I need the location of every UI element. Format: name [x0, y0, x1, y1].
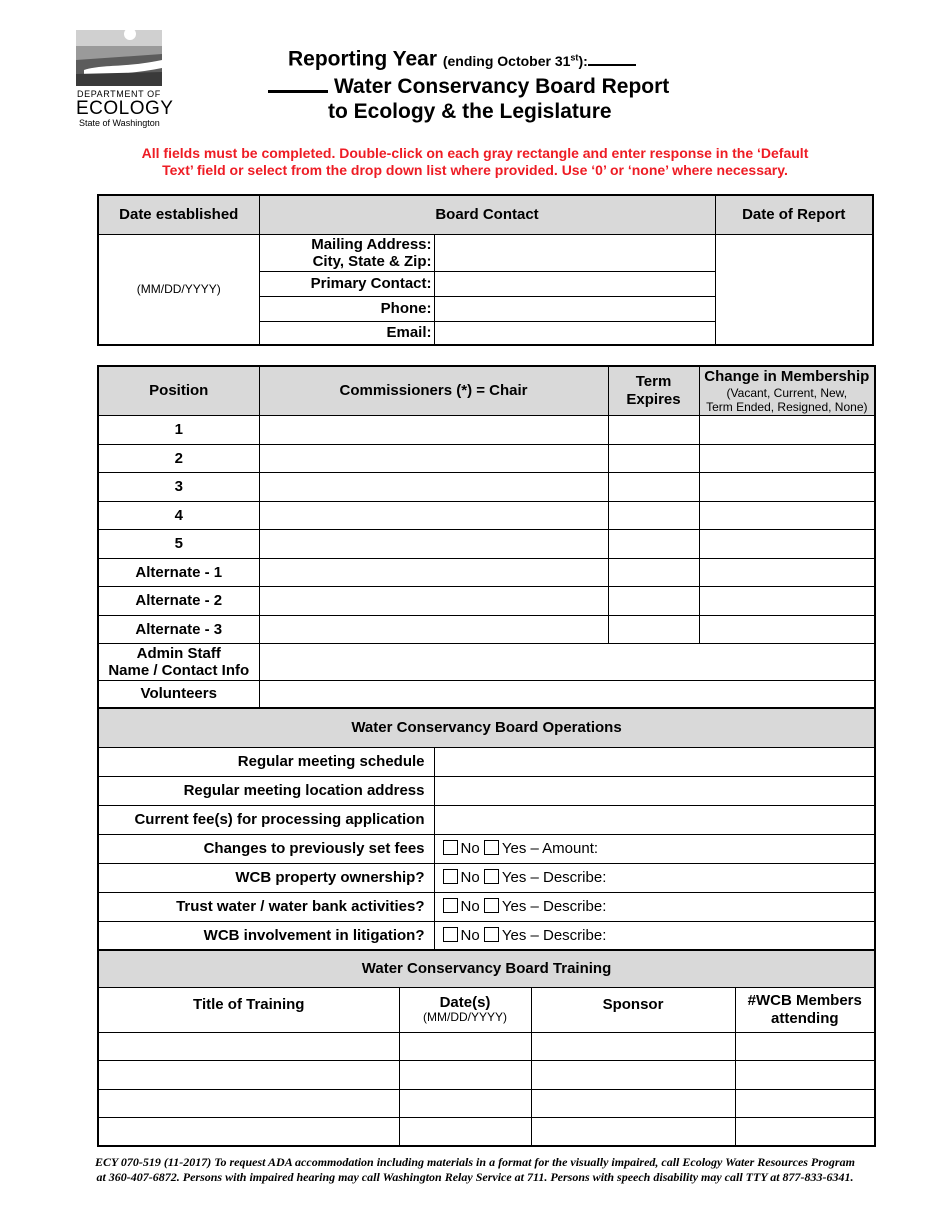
training-members-field[interactable] [735, 1032, 875, 1060]
title-line-3: to Ecology & the Legislature [328, 99, 612, 123]
commissioner-field[interactable] [259, 586, 608, 615]
term-expires-field[interactable] [608, 501, 699, 529]
commissioner-field[interactable] [259, 472, 608, 501]
meeting-location-label: Regular meeting location address [98, 776, 434, 805]
trust-water-label: Trust water / water bank activities? [98, 892, 434, 921]
header-date-established: Date established [98, 195, 259, 234]
volunteers-label: Volunteers [98, 680, 259, 708]
primary-contact-field[interactable] [434, 271, 715, 296]
no-checkbox[interactable] [443, 927, 458, 942]
yes-label: Yes – Describe: [501, 898, 607, 915]
admin-staff-field[interactable] [259, 643, 875, 680]
header-date-of-report: Date of Report [715, 195, 873, 234]
mailing-address-label: Mailing Address: City, State & Zip: [259, 234, 434, 271]
position-label: 2 [98, 444, 259, 472]
commissioner-field[interactable] [259, 529, 608, 558]
meeting-schedule-field[interactable] [434, 747, 875, 776]
commissioners-table [97, 365, 876, 1147]
training-members-field[interactable] [735, 1089, 875, 1117]
litigation-label: WCB involvement in litigation? [98, 921, 434, 950]
ecology-logo-icon [74, 24, 166, 88]
training-dates-header: Date(s) (MM/DD/YYYY) [399, 987, 531, 1032]
term-expires-field[interactable] [608, 529, 699, 558]
property-ownership-options [434, 863, 875, 892]
board-name-field[interactable] [268, 75, 328, 93]
title-line-2: Water Conservancy Board Report [334, 74, 670, 98]
position-label: 4 [98, 501, 259, 529]
training-date-field[interactable] [399, 1060, 531, 1089]
fee-changes-label: Changes to previously set fees [98, 834, 434, 863]
yes-checkbox[interactable] [484, 898, 499, 913]
training-date-field[interactable] [399, 1117, 531, 1146]
phone-label: Phone: [259, 296, 434, 321]
training-title-header: Title of Training [98, 987, 399, 1032]
membership-change-field[interactable] [699, 472, 875, 501]
commissioner-field[interactable] [259, 444, 608, 472]
no-checkbox[interactable] [443, 869, 458, 884]
training-title-field[interactable] [98, 1060, 399, 1089]
ending-label: (ending October 31 [442, 52, 571, 69]
date-established-field[interactable] [98, 234, 259, 345]
term-expires-field[interactable] [608, 586, 699, 615]
yes-label: Yes – Describe: [501, 926, 607, 944]
header-board-contact: Board Contact [259, 195, 715, 234]
yes-label: Yes – Describe: [501, 869, 607, 886]
notice-line-2: Text’ field or select from the drop down list where provided. Use ‘0’ or ‘none’ where necessary. [162, 162, 788, 178]
commissioner-field[interactable] [259, 415, 608, 444]
position-label: Alternate - 3 [98, 615, 259, 643]
no-label: No [460, 840, 480, 857]
training-date-field[interactable] [399, 1089, 531, 1117]
term-expires-field[interactable] [608, 444, 699, 472]
reporting-year-field[interactable] [588, 49, 636, 66]
position-label: Alternate - 2 [98, 586, 259, 615]
ending-suffix: ): [578, 52, 588, 69]
term-expires-field[interactable] [608, 615, 699, 643]
ecology-logo [70, 24, 172, 130]
ending-sup: st [570, 52, 579, 62]
training-title-field[interactable] [98, 1117, 399, 1146]
yes-checkbox[interactable] [484, 840, 499, 855]
position-label: 5 [98, 529, 259, 558]
position-label: 1 [98, 415, 259, 444]
training-members-field[interactable] [735, 1060, 875, 1089]
footer-line-1: ECY 070-519 (11-2017) To request ADA accommodation including materials in a format for the visually impaired, call Ecology Water Resources Program [95, 1155, 855, 1169]
header-commissioners: Commissioners (*) = Chair [259, 366, 608, 415]
no-checkbox[interactable] [443, 898, 458, 913]
current-fees-label: Current fee(s) for processing application [98, 805, 434, 834]
training-sponsor-field[interactable] [531, 1032, 735, 1060]
term-expires-field[interactable] [608, 558, 699, 586]
primary-contact-label: Primary Contact: [259, 271, 434, 296]
commissioner-field[interactable] [259, 615, 608, 643]
membership-change-field[interactable] [699, 558, 875, 586]
date-format-hint: (MM/DD/YYYY) [136, 282, 221, 297]
position-label: Alternate - 1 [98, 558, 259, 586]
header-change-membership: Change in Membership (Vacant, Current, New, Term Ended, Resigned, None) [699, 366, 875, 415]
reporting-year-label: Reporting Year [288, 47, 437, 71]
training-sponsor-field[interactable] [531, 1060, 735, 1089]
membership-change-field[interactable] [699, 615, 875, 643]
fee-changes-options [434, 834, 875, 863]
phone-field[interactable] [434, 296, 715, 321]
training-sponsor-header: Sponsor [531, 987, 735, 1032]
training-members-header: #WCB Members attending [735, 987, 875, 1032]
yes-checkbox[interactable] [484, 869, 499, 884]
litigation-options [434, 921, 875, 950]
admin-staff-label: Admin Staff Name / Contact Info [98, 643, 259, 680]
logo-name: ECOLOGY [76, 98, 174, 119]
property-ownership-label: WCB property ownership? [98, 863, 434, 892]
trust-water-options [434, 892, 875, 921]
membership-change-field[interactable] [699, 586, 875, 615]
meeting-location-field[interactable] [434, 776, 875, 805]
no-label: No [460, 926, 480, 944]
email-field[interactable] [434, 321, 715, 345]
training-title-field[interactable] [98, 1089, 399, 1117]
board-contact-table [97, 194, 874, 346]
yes-label: Yes – Amount: [501, 840, 599, 857]
commissioner-field[interactable] [259, 558, 608, 586]
date-of-report-field[interactable] [715, 234, 873, 345]
logo-state: State of Washington [79, 118, 160, 128]
current-fees-field[interactable] [434, 805, 875, 834]
operations-header: Water Conservancy Board Operations [98, 708, 875, 747]
position-label: 3 [98, 472, 259, 501]
no-checkbox[interactable] [443, 840, 458, 855]
no-label: No [460, 869, 480, 886]
commissioner-field[interactable] [259, 501, 608, 529]
mailing-address-field[interactable] [434, 234, 715, 271]
membership-change-field[interactable] [699, 501, 875, 529]
yes-checkbox[interactable] [484, 927, 499, 942]
report-title [260, 44, 700, 124]
training-date-field[interactable] [399, 1032, 531, 1060]
training-sponsor-field[interactable] [531, 1089, 735, 1117]
header-position: Position [98, 366, 259, 415]
instructions-notice [100, 145, 850, 179]
term-expires-field[interactable] [608, 415, 699, 444]
header-term-expires: Term Expires [608, 366, 699, 415]
logo-department: DEPARTMENT OF [77, 89, 161, 99]
term-expires-field[interactable] [608, 472, 699, 501]
training-header: Water Conservancy Board Training [98, 950, 875, 987]
membership-change-field[interactable] [699, 444, 875, 472]
meeting-schedule-label: Regular meeting schedule [98, 747, 434, 776]
membership-change-field[interactable] [699, 415, 875, 444]
footer [60, 1155, 890, 1185]
membership-change-field[interactable] [699, 529, 875, 558]
footer-line-2: at 360-407-6872. Persons with impaired hearing may call Washington Relay Service at 711. Persons with speech disability may call TTY at 877-833-6341. [96, 1170, 854, 1184]
no-label: No [460, 898, 480, 915]
notice-line-1: All fields must be completed. Double-click on each gray rectangle and enter response in the ‘Default [141, 145, 809, 161]
training-sponsor-field[interactable] [531, 1117, 735, 1146]
volunteers-field[interactable] [259, 680, 875, 708]
training-members-field[interactable] [735, 1117, 875, 1146]
training-title-field[interactable] [98, 1032, 399, 1060]
email-label: Email: [259, 321, 434, 345]
